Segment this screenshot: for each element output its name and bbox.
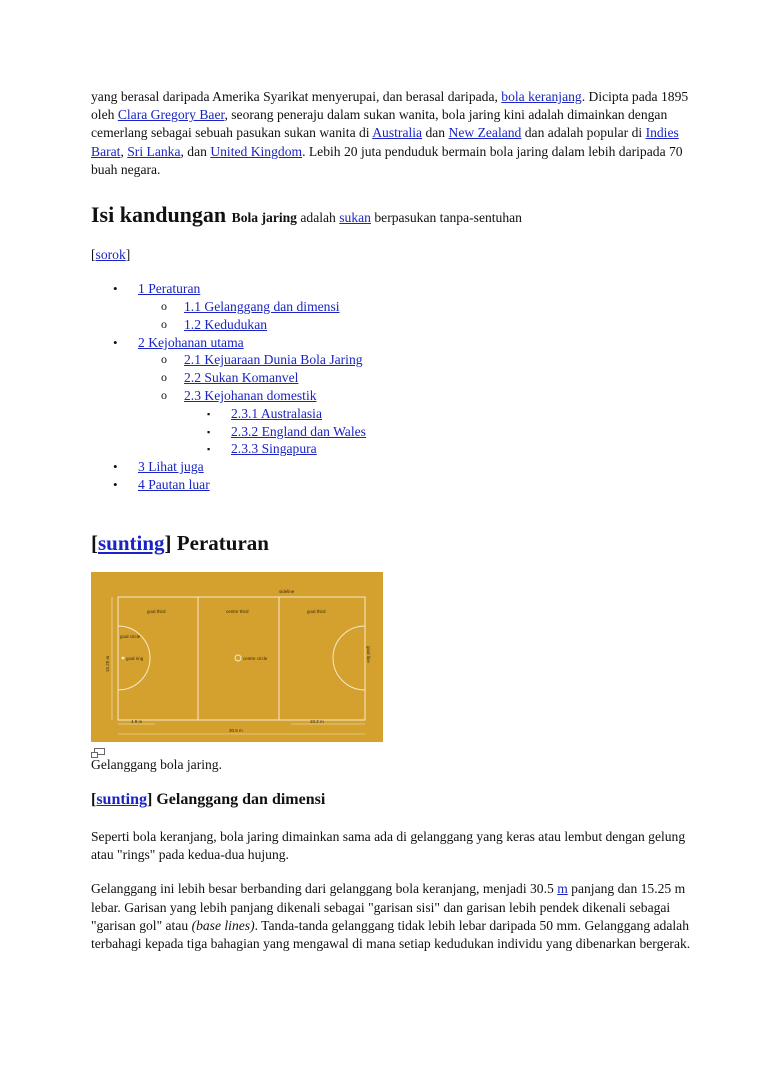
bullet-circle-icon: o [161, 299, 167, 314]
bracket: ] [164, 530, 172, 555]
subsection-title: Gelanggang dan dimensi [152, 790, 326, 808]
toc-item [91, 405, 691, 423]
paragraph-text: Gelanggang ini lebih besar berbanding dari gelanggang bola keranjang, menjadi 30.5 [91, 881, 558, 897]
bullet-disc-icon: • [113, 459, 118, 475]
toc-list [91, 280, 691, 494]
intro-text: , [120, 143, 128, 159]
bracket: [ [91, 247, 96, 263]
toc-item [91, 476, 691, 494]
paragraph-italic: (base lines) [191, 917, 255, 933]
link-clara-gregory-baer[interactable]: Clara Gregory Baer [117, 107, 225, 123]
bracket: [ [91, 790, 97, 808]
toc-item [91, 334, 691, 352]
label-court-length: 30.5 m [229, 727, 243, 733]
link-bola-keranjang[interactable]: bola keranjang [501, 89, 582, 104]
toc-link-kedudukan[interactable]: 1.2 Kedudukan [184, 316, 268, 332]
section-heading-peraturan [91, 530, 691, 556]
intro-text: yang berasal daripada Amerika Syarikat menyerupai, dan berasal daripada, [91, 89, 502, 104]
toc-item [91, 458, 691, 476]
toc-title: Isi kandungan [91, 202, 227, 228]
bullet-disc-icon: • [113, 281, 118, 297]
toc-link-kejohanan-utama[interactable]: 2 Kejohanan utama [138, 334, 244, 350]
bullet-disc-icon: • [113, 334, 118, 350]
label-goal-ring: goal ring [126, 655, 144, 661]
bracket: [ [91, 530, 98, 555]
toc-link-kejuaraan-dunia[interactable]: 2.1 Kejuaraan Dunia Bola Jaring [184, 352, 363, 368]
toc-item [91, 298, 691, 316]
subsection-heading [91, 790, 691, 810]
toc-item [91, 369, 691, 387]
toc-link-lihat-juga[interactable]: 3 Lihat juga [138, 459, 204, 475]
link-new-zealand[interactable]: New Zealand [448, 125, 522, 141]
link-indies-barat[interactable]: Indies Barat [91, 125, 679, 159]
toc-item [91, 351, 691, 369]
toc-link-australasia[interactable]: 2.3.1 Australasia [231, 405, 322, 421]
toc-item [91, 423, 691, 441]
toc-item [91, 387, 691, 405]
toc-link-sukan-komanvel[interactable]: 2.2 Sukan Komanvel [184, 370, 299, 386]
paragraph-text: . Tanda-tanda gelanggang tidak lebih lebar daripada 50 mm. Gelanggang adalah terbahagi kepada tiga bahagian yang mengawal di mana setiap kedudukan individu yang dibenarkan bergerak. [91, 917, 691, 951]
court-diagram [91, 572, 383, 742]
bracket: ] [125, 247, 131, 263]
label-centre-third: centre third [226, 608, 249, 614]
intro-text: . Lebih 20 juta penduduk bermain bola jaring dalam lebih daripada 70 buah negara. [91, 143, 683, 177]
toc-toggle [91, 246, 691, 264]
bullet-square-icon: ▪ [207, 408, 211, 419]
bullet-circle-icon: o [161, 388, 167, 402]
toc-link-gelanggang[interactable]: 1.1 Gelanggang dan dimensi [184, 299, 340, 315]
bullet-disc-icon: • [113, 476, 118, 492]
toc-link-pautan-luar[interactable]: 4 Pautan luar [138, 476, 210, 492]
intro-text: dan adalah popular di [521, 125, 646, 141]
paragraph-text: panjang dan 15.25 m lebar. Garisan yang lebih panjang dikenali sebagai "garisan sisi" dan garisan lebih pendek dikenali sebagai "garisan gol" atau [91, 881, 686, 933]
bracket: ] [147, 790, 153, 808]
bullet-circle-icon: o [161, 316, 167, 331]
label-left-dimension: 4.9 m [131, 718, 143, 724]
toc-subtitle [232, 210, 522, 225]
label-right-dimension: 10.2 m [310, 718, 324, 724]
edit-section-link[interactable]: sunting [98, 530, 165, 555]
intro-paragraph [91, 88, 691, 179]
intro-text: , dan [180, 143, 211, 159]
label-centre-circle: centre circle [243, 655, 268, 661]
label-court-width: 15.25 m [105, 655, 110, 672]
image-caption: Gelanggang bola jaring. [91, 756, 222, 772]
label-sideline: sideline [279, 588, 295, 594]
toc-heading [91, 201, 691, 232]
label-goal-circle: goal circle [120, 633, 141, 639]
toc-subtitle-bold: Bola jaring [231, 210, 297, 226]
toc-link-singapura[interactable]: 2.3.3 Singapura [231, 441, 317, 457]
label-goal-third-left: goal third [147, 608, 166, 614]
toc-subtitle-text: adalah [296, 210, 340, 226]
toc-link-kejohanan-domestik[interactable]: 2.3 Kejohanan domestik [184, 388, 317, 403]
link-sri-lanka[interactable]: Sri Lanka [127, 143, 181, 159]
netball-court-image[interactable] [91, 572, 383, 742]
link-sukan[interactable]: sukan [339, 210, 371, 226]
link-united-kingdom[interactable]: United Kingdom [210, 143, 303, 159]
bullet-circle-icon: o [161, 352, 167, 367]
intro-text: , seorang peneraju dalam sukan wanita, bola jaring kini adalah dimainkan dengan cemerlang sebagai sebuah pasukan sukan wanita di [91, 107, 668, 141]
toc-item [91, 316, 691, 334]
label-goal-third-right: goal third [307, 608, 326, 614]
article-body [91, 88, 691, 953]
link-metre[interactable]: m [557, 881, 568, 897]
section-title: Peraturan [171, 530, 269, 555]
toc-subtitle-text: berpasukan tanpa-sentuhan [370, 210, 522, 226]
edit-subsection-link[interactable]: sunting [96, 790, 148, 808]
paragraph-court: Seperti bola keranjang, bola jaring dimainkan sama ada di gelanggang yang keras atau lembut dengan gelung atau "rings" pada kedua-dua hujung. [91, 828, 686, 863]
toc-link-peraturan[interactable]: 1 Peraturan [138, 281, 201, 297]
bullet-square-icon: ▪ [207, 444, 211, 455]
toc-hide-link[interactable]: sorok [95, 247, 126, 263]
intro-text: . Dicipta pada 1895 oleh [91, 89, 689, 123]
goal-ring-mark [122, 656, 125, 659]
bullet-square-icon: ▪ [207, 426, 211, 437]
bullet-circle-icon: o [161, 370, 167, 385]
label-goal-line: goal line [366, 645, 371, 663]
toc-item [91, 440, 691, 458]
intro-text: dan [422, 125, 449, 141]
toc-link-england-wales[interactable]: 2.3.2 England dan Wales [231, 423, 366, 439]
toc-item [91, 280, 691, 298]
link-australia[interactable]: Australia [372, 125, 423, 141]
paragraph-dimensions [91, 880, 691, 953]
